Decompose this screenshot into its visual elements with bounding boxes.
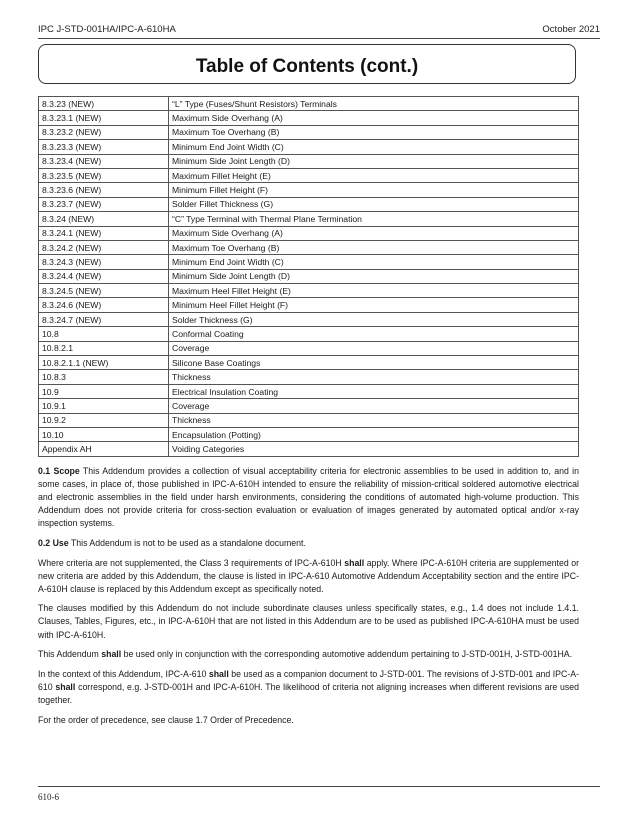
toc-clause-title: Electrical Insulation Coating [169,384,579,398]
toc-clause-title: Coverage [169,341,579,355]
toc-clause-title: Solder Thickness (G) [169,312,579,326]
toc-row [39,125,579,139]
toc-clause-title: Maximum Side Overhang (A) [169,226,579,240]
toc-clause-title: Minimum Side Joint Length (D) [169,154,579,168]
scope-paragraph [38,465,579,530]
toc-clause-number: 10.8.2.1 [39,341,169,355]
toc-clause-title: Maximum Fillet Height (E) [169,168,579,182]
toc-row [39,168,579,182]
criteria-text-b: apply. Where IPC-A-610H criteria are supplemented or new criteria are added by this Addendum, the clause is listed in IPC-A-610 Automotive Addendum Acceptability section and the entire IPC-A-610H clause is replaced by this Addendum except as specifically noted. [38,557,580,594]
context-shall-1: shall [208,668,229,679]
conjunction-shall: shall [101,649,122,660]
use-label: 0.2 Use [38,537,69,548]
toc-clause-title: Minimum End Joint Width (C) [169,255,579,269]
toc-clause-title: Thickness [169,413,579,427]
criteria-shall: shall [344,557,365,568]
context-text-c: correspond, e.g. J-STD-001H and IPC-A-610H. The likelihood of criteria not aligning increases when different revisions are used together. [38,681,580,705]
toc-clause-number: 8.3.24.6 (NEW) [39,298,169,312]
toc-clause-number: 10.8.3 [39,370,169,384]
toc-row [39,154,579,168]
page-title: Table of Contents (cont.) [195,56,419,77]
toc-clause-title: Encapsulation (Potting) [169,427,579,441]
toc-clause-title: Silicone Base Coatings [169,356,579,370]
use-text: This Addendum is not to be used as a standalone document. [68,537,306,548]
toc-row [39,255,579,269]
context-text-b: be used as a companion document to J-STD-001. The revisions of J-STD-001 and IPC-A-610 [38,668,579,692]
criteria-text-a: Where criteria are not supplemented, the Class 3 requirements of IPC-A-610H [38,557,345,568]
body-text [38,465,579,733]
conjunction-paragraph [38,648,579,661]
toc-row [39,327,579,341]
toc-row [39,356,579,370]
footer-rule [38,786,600,787]
context-shall-2: shall [55,681,76,692]
toc-clause-number: 10.9.1 [39,399,169,413]
toc-body [39,97,579,457]
toc-row [39,442,579,456]
toc-table [38,96,579,457]
toc-clause-title: Solder Fillet Thickness (G) [169,197,579,211]
toc-clause-title: Minimum End Joint Width (C) [169,140,579,154]
toc-clause-number: 8.3.24.3 (NEW) [39,255,169,269]
toc-clause-number: 8.3.23.1 (NEW) [39,111,169,125]
toc-row [39,240,579,254]
toc-clause-title: Maximum Side Overhang (A) [169,111,579,125]
toc-clause-title: Coverage [169,399,579,413]
conjunction-text-a: This Addendum [38,649,102,660]
toc-clause-title: Maximum Toe Overhang (B) [169,240,579,254]
toc-row [39,312,579,326]
running-header [38,24,600,38]
toc-clause-number: 10.8.2.1.1 (NEW) [39,356,169,370]
title-box [38,44,576,84]
criteria-paragraph [38,557,579,596]
toc-clause-title: “C” Type Terminal with Thermal Plane Termination [169,212,579,226]
toc-clause-number: 8.3.24.7 (NEW) [39,312,169,326]
toc-row [39,284,579,298]
toc-clause-title: Maximum Heel Fillet Height (E) [169,284,579,298]
toc-clause-number: 8.3.23.6 (NEW) [39,183,169,197]
toc-clause-number: 8.3.24.1 (NEW) [39,226,169,240]
clauses-paragraph: The clauses modified by this Addendum do not include subordinate clauses unless specifically states, e.g., 1.4 does not include 1.4.1. Clauses, Tables, Figures, etc., in IPC-A-610H that are not listed in this Addendum are to be used as published IPC-A-610HA must be used with IPC-A-610H. [38,603,579,640]
toc-row [39,97,579,111]
page-number: 610-6 [38,792,59,802]
toc-row [39,140,579,154]
toc-clause-number: 8.3.23.3 (NEW) [39,140,169,154]
toc-clause-title: Voiding Categories [169,442,579,456]
toc-clause-title: Minimum Fillet Height (F) [169,183,579,197]
toc-clause-title: “L” Type (Fuses/Shunt Resistors) Terminals [169,97,579,111]
toc-row [39,183,579,197]
toc-row [39,413,579,427]
toc-clause-title: Conformal Coating [169,327,579,341]
toc-row [39,370,579,384]
toc-row [39,298,579,312]
toc-clause-number: 8.3.23.5 (NEW) [39,168,169,182]
toc-clause-number: 8.3.24.2 (NEW) [39,240,169,254]
toc-row [39,427,579,441]
toc-clause-number: 8.3.24 (NEW) [39,212,169,226]
toc-clause-title: Maximum Toe Overhang (B) [169,125,579,139]
toc-row [39,111,579,125]
toc-row [39,212,579,226]
header-date: October 2021 [542,24,600,35]
toc-clause-number: 10.8 [39,327,169,341]
scope-label: 0.1 Scope [38,466,80,476]
toc-row [39,226,579,240]
toc-clause-title: Minimum Heel Fillet Height (F) [169,298,579,312]
toc-clause-number: 10.9.2 [39,413,169,427]
toc-clause-number: 8.3.23 (NEW) [39,97,169,111]
toc-clause-title: Thickness [169,370,579,384]
scope-text: This Addendum provides a collection of visual acceptability criteria for electronic assemblies to be used in addition to, and in some cases, in place of, those published in IPC-A-610H intended to ensure the reliability of mission-critical soldered automotive electrical and electronic assemblies in the field under harsh environments, considering the conditions of automated high-volume production. This Addendum does not provide criteria for cross-section evaluation or evaluation of images generated by automated optical and/or x-ray inspection systems. [38,466,579,529]
toc-clause-number: 8.3.23.7 (NEW) [39,197,169,211]
toc-clause-number: 8.3.24.5 (NEW) [39,284,169,298]
toc-row [39,384,579,398]
toc-clause-number: 10.10 [39,427,169,441]
toc-row [39,341,579,355]
header-rule [38,38,600,39]
toc-clause-number: 8.3.23.4 (NEW) [39,154,169,168]
precedence-paragraph: For the order of precedence, see clause 1.7 Order of Precedence. [38,714,294,725]
header-document-id: IPC J-STD-001HA/IPC-A-610HA [38,24,176,35]
toc-clause-number: Appendix AH [39,442,169,456]
toc-row [39,269,579,283]
context-paragraph [38,668,579,707]
toc-row [39,399,579,413]
use-paragraph [38,537,579,550]
toc-clause-number: 10.9 [39,384,169,398]
toc-clause-title: Minimum Side Joint Length (D) [169,269,579,283]
context-text-a: In the context of this Addendum, IPC-A-610 [38,668,209,679]
toc-clause-number: 8.3.24.4 (NEW) [39,269,169,283]
toc-row [39,197,579,211]
conjunction-text-b: be used only in conjunction with the corresponding automotive addendum pertaining to J-STD-001H, J-STD-001HA. [121,649,573,660]
toc-clause-number: 8.3.23.2 (NEW) [39,125,169,139]
